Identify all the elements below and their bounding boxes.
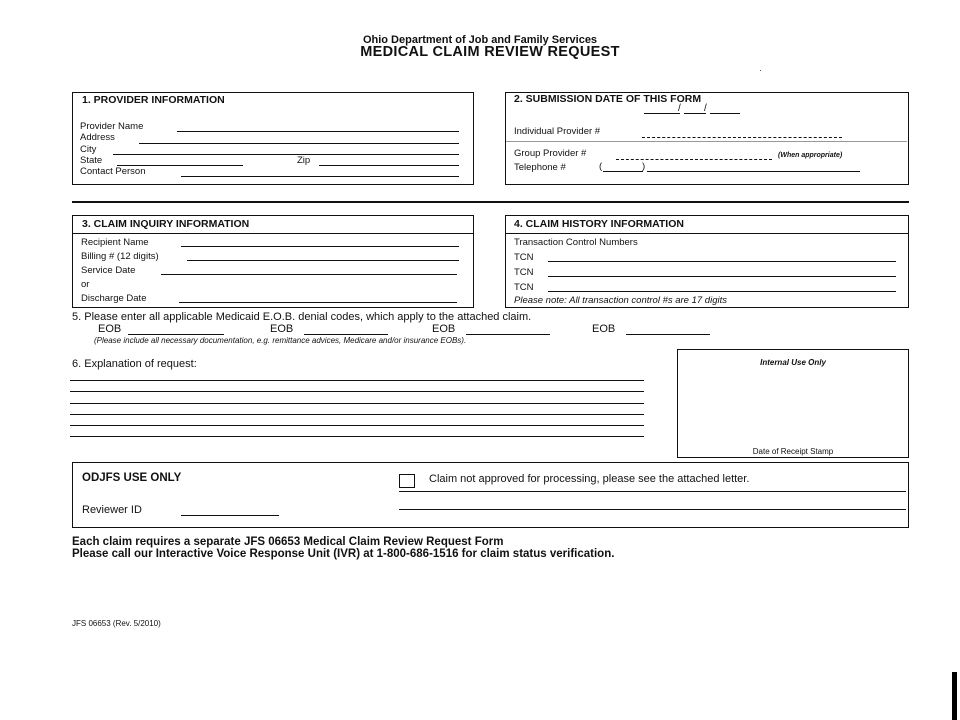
odjfs-title: ODJFS USE ONLY bbox=[82, 472, 182, 484]
provider-name-label: Provider Name bbox=[80, 121, 144, 132]
scan-speck bbox=[760, 70, 761, 71]
footer-line-1: Each claim requires a separate JFS 06653 Medical Claim Review Request Form bbox=[72, 536, 504, 548]
eob-label-3: EOB bbox=[432, 323, 456, 335]
telephone-area-code-field[interactable] bbox=[603, 171, 643, 172]
explanation-line-3[interactable] bbox=[70, 403, 644, 404]
form-id: JFS 06653 (Rev. 5/2010) bbox=[72, 619, 161, 628]
scan-edge-mark bbox=[952, 672, 957, 720]
eob-label-2: EOB bbox=[270, 323, 294, 335]
group-provider-label: Group Provider # bbox=[514, 148, 587, 159]
eob-label-4: EOB bbox=[592, 323, 616, 335]
provider-info-section bbox=[72, 92, 474, 185]
section-separator bbox=[72, 201, 909, 203]
internal-use-title: Internal Use Only bbox=[760, 358, 826, 367]
address-field[interactable] bbox=[139, 143, 459, 144]
eob-instruction: 5. Please enter all applicable Medicaid E.O.B. denial codes, which apply to the attached claim. bbox=[72, 311, 532, 323]
individual-provider-label: Individual Provider # bbox=[514, 126, 601, 137]
claim-inquiry-section bbox=[72, 215, 474, 308]
internal-use-box bbox=[677, 349, 909, 458]
explanation-line-5[interactable] bbox=[70, 425, 644, 426]
telephone-number-field[interactable] bbox=[647, 171, 860, 172]
state-label: State bbox=[80, 155, 103, 166]
submission-section bbox=[505, 92, 909, 185]
divider bbox=[73, 233, 473, 234]
tcn-label-3: TCN bbox=[514, 282, 534, 293]
divider bbox=[506, 233, 908, 234]
zip-field[interactable] bbox=[319, 165, 459, 166]
odjfs-divider bbox=[399, 509, 906, 510]
billing-number-field[interactable] bbox=[187, 260, 459, 261]
tcn-label-2: TCN bbox=[514, 267, 534, 278]
zip-label: Zip bbox=[297, 155, 311, 166]
odjfs-divider bbox=[399, 491, 906, 492]
or-label: or bbox=[81, 279, 90, 290]
group-provider-note: (When appropriate) bbox=[778, 152, 843, 159]
service-date-label: Service Date bbox=[81, 265, 136, 276]
billing-number-label: Billing # (12 digits) bbox=[81, 251, 159, 262]
service-date-field[interactable] bbox=[161, 274, 457, 275]
claim-inquiry-heading: 3. CLAIM INQUIRY INFORMATION bbox=[82, 218, 250, 230]
tcn-field-2[interactable] bbox=[548, 276, 896, 277]
recipient-name-label: Recipient Name bbox=[81, 237, 149, 248]
odjfs-section bbox=[72, 462, 909, 528]
reviewer-id-label: Reviewer ID bbox=[82, 504, 142, 516]
tcn-title: Transaction Control Numbers bbox=[514, 237, 638, 248]
discharge-date-label: Discharge Date bbox=[81, 293, 147, 304]
telephone-label: Telephone # bbox=[514, 162, 566, 173]
explanation-line-6[interactable] bbox=[70, 436, 644, 437]
explanation-line-2[interactable] bbox=[70, 391, 644, 392]
claim-history-section bbox=[505, 215, 909, 308]
tcn-field-3[interactable] bbox=[548, 291, 896, 292]
provider-info-heading: 1. PROVIDER INFORMATION bbox=[82, 94, 225, 106]
submission-year-field[interactable] bbox=[710, 113, 740, 114]
divider bbox=[506, 141, 907, 142]
telephone-open-paren: ( bbox=[599, 161, 603, 172]
form-title: MEDICAL CLAIM REVIEW REQUEST bbox=[360, 44, 620, 60]
city-label: City bbox=[80, 144, 97, 155]
individual-provider-field[interactable] bbox=[642, 135, 842, 138]
provider-name-field[interactable] bbox=[177, 131, 459, 132]
eob-field-4[interactable] bbox=[626, 334, 710, 335]
eob-label-1: EOB bbox=[98, 323, 122, 335]
discharge-date-field[interactable] bbox=[179, 302, 457, 303]
city-field[interactable] bbox=[113, 154, 459, 155]
recipient-name-field[interactable] bbox=[181, 246, 459, 247]
submission-heading: 2. SUBMISSION DATE OF THIS FORM bbox=[514, 93, 702, 105]
explanation-line-1[interactable] bbox=[70, 380, 644, 381]
submission-day-field[interactable] bbox=[684, 113, 706, 114]
claim-not-approved-checkbox[interactable] bbox=[399, 474, 415, 488]
tcn-field-1[interactable] bbox=[548, 261, 896, 262]
tcn-label-1: TCN bbox=[514, 252, 534, 263]
eob-field-3[interactable] bbox=[466, 334, 550, 335]
submission-month-field[interactable] bbox=[644, 113, 680, 114]
explanation-heading: 6. Explanation of request: bbox=[72, 358, 197, 370]
date-slash: / bbox=[704, 103, 707, 114]
claim-not-approved-label: Claim not approved for processing, please see the attached letter. bbox=[429, 473, 750, 485]
footer-line-2: Please call our Interactive Voice Response Unit (IVR) at 1-800-686-1516 for claim status verification. bbox=[72, 548, 615, 560]
contact-person-label: Contact Person bbox=[80, 166, 146, 177]
receipt-stamp-label: Date of Receipt Stamp bbox=[752, 447, 834, 456]
address-label: Address bbox=[80, 132, 115, 143]
contact-person-field[interactable] bbox=[181, 176, 459, 177]
reviewer-id-field[interactable] bbox=[181, 515, 279, 516]
eob-note: (Please include all necessary documentation, e.g. remittance advices, Medicare and/or insurance EOBs). bbox=[94, 336, 467, 345]
explanation-line-4[interactable] bbox=[70, 414, 644, 415]
tcn-note: Please note: All transaction control #s are 17 digits bbox=[514, 295, 727, 306]
claim-history-heading: 4. CLAIM HISTORY INFORMATION bbox=[514, 218, 684, 230]
date-slash: / bbox=[678, 103, 681, 114]
group-provider-field[interactable] bbox=[616, 157, 772, 160]
telephone-close-paren: ) bbox=[642, 161, 646, 172]
agency-name: Ohio Department of Job and Family Services bbox=[362, 34, 598, 46]
